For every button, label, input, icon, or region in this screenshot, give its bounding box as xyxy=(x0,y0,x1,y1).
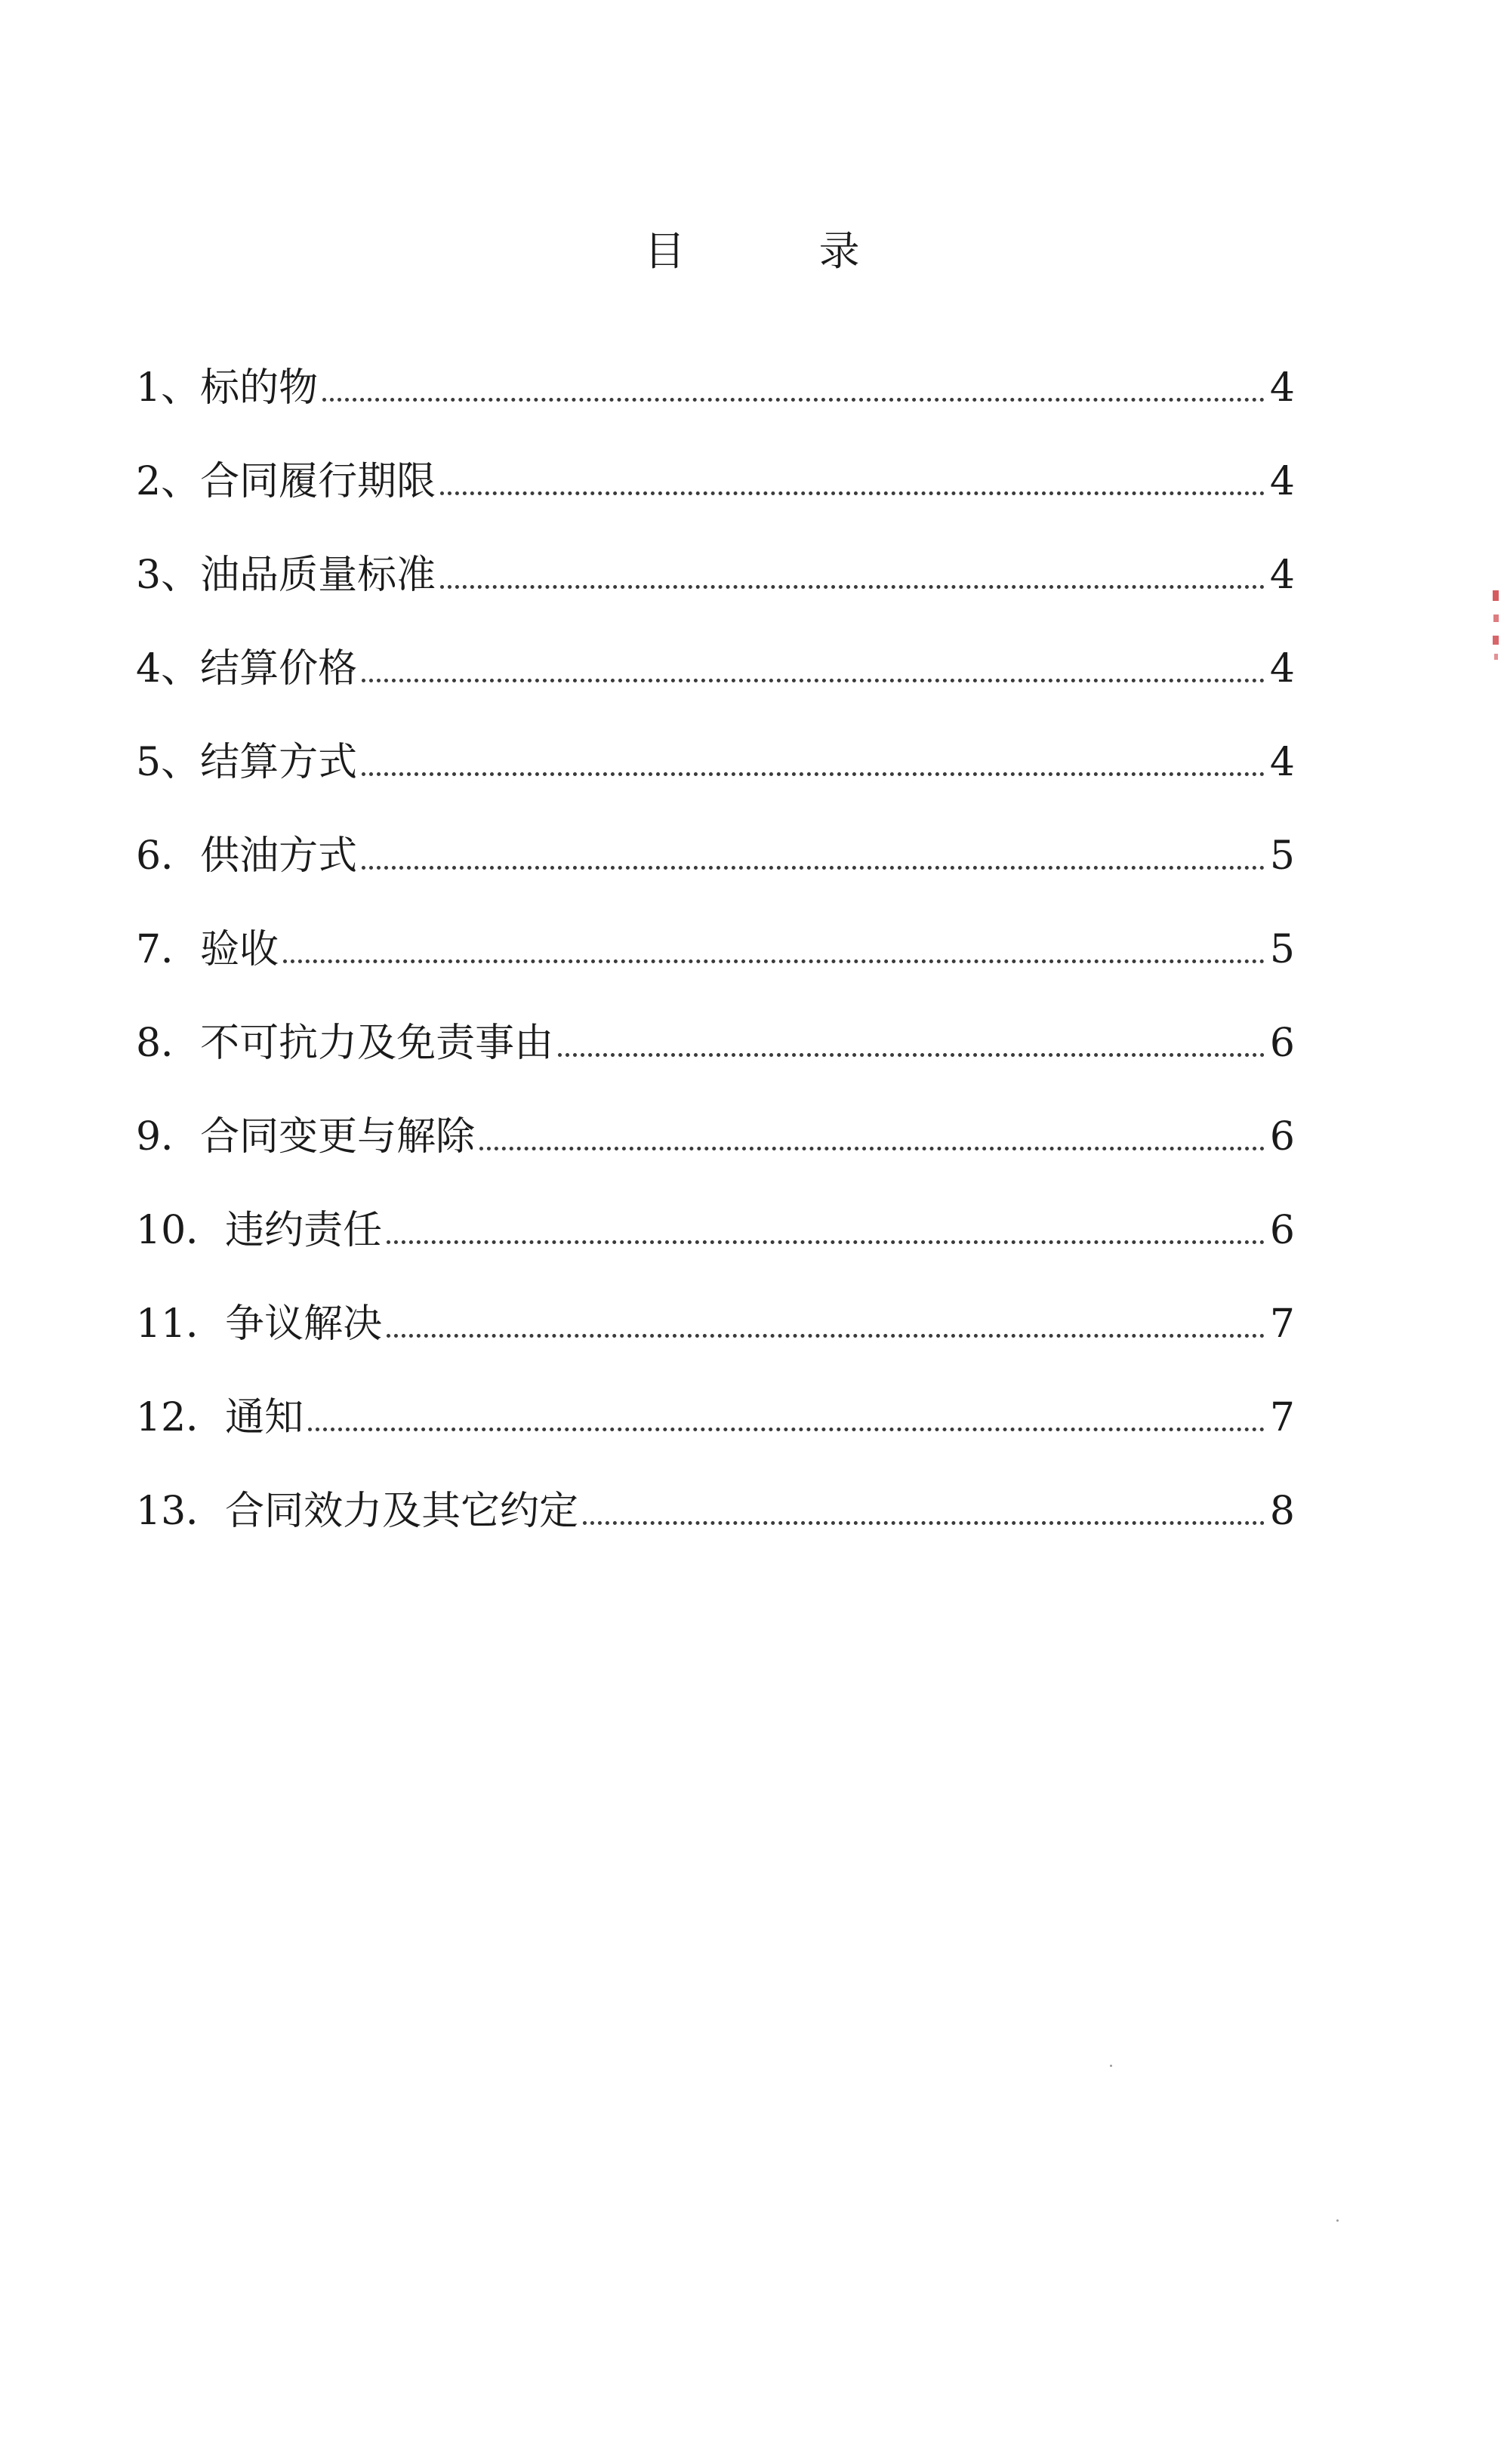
toc-label: 结算价格 xyxy=(200,646,358,691)
toc-number: 9． xyxy=(136,1114,201,1160)
toc-page-number: 8 xyxy=(1269,1489,1295,1534)
toc-page-number: 4 xyxy=(1269,740,1295,785)
toc-page-number: 5 xyxy=(1269,833,1295,879)
toc-number: 10． xyxy=(136,1208,226,1253)
dot-leader xyxy=(362,866,1265,870)
toc-entry-13[interactable] xyxy=(136,1440,1295,1534)
toc-page-number: 6 xyxy=(1269,1208,1295,1253)
toc-page-number: 7 xyxy=(1269,1301,1295,1347)
toc-page-number: 4 xyxy=(1269,365,1295,411)
toc-number: 8． xyxy=(136,1021,201,1066)
toc-entry-6[interactable] xyxy=(136,785,1295,879)
toc-page-number: 4 xyxy=(1269,459,1295,504)
toc-page-number: 6 xyxy=(1269,1021,1295,1066)
dot-leader xyxy=(283,959,1265,963)
toc-number: 4、 xyxy=(136,646,201,691)
toc-number: 11． xyxy=(136,1301,226,1347)
dot-leader xyxy=(387,1334,1265,1338)
dot-leader xyxy=(440,585,1265,589)
dot-leader xyxy=(322,398,1265,402)
toc-label: 结算方式 xyxy=(200,740,358,785)
toc-page-number: 7 xyxy=(1269,1395,1295,1440)
toc-entry-10[interactable] xyxy=(136,1160,1295,1253)
toc-number: 13． xyxy=(136,1489,226,1534)
toc-entry-8[interactable] xyxy=(136,972,1295,1066)
dot-leader xyxy=(479,1147,1265,1150)
toc-entry-2[interactable] xyxy=(136,411,1295,504)
dot-leader xyxy=(583,1521,1265,1525)
toc-entry-7[interactable] xyxy=(136,879,1295,972)
toc-number: 5、 xyxy=(136,740,201,785)
dot-leader xyxy=(362,772,1265,776)
toc-number: 7． xyxy=(136,927,201,972)
toc-number: 6． xyxy=(136,833,201,879)
dot-leader xyxy=(558,1053,1265,1057)
toc-label: 供油方式 xyxy=(200,833,358,879)
toc-label: 违约责任 xyxy=(225,1208,383,1253)
dot-leader xyxy=(440,491,1265,495)
toc-label: 合同履行期限 xyxy=(200,459,436,504)
toc-label: 不可抗力及免责事由 xyxy=(200,1021,554,1066)
toc-label: 合同效力及其它约定 xyxy=(225,1489,579,1534)
seal-edge-mark xyxy=(1491,589,1500,664)
toc-entry-5[interactable] xyxy=(136,691,1295,785)
toc-page-number: 5 xyxy=(1269,927,1295,972)
toc-page-number: 6 xyxy=(1269,1114,1295,1160)
toc-label: 验收 xyxy=(200,927,279,972)
scan-speck xyxy=(1336,2219,1339,2222)
toc-number: 3、 xyxy=(136,553,201,598)
toc-number: 2、 xyxy=(136,459,201,504)
toc-page-number: 4 xyxy=(1269,646,1295,691)
toc-number: 12． xyxy=(136,1395,226,1440)
toc-label: 合同变更与解除 xyxy=(200,1114,476,1160)
dot-leader xyxy=(308,1428,1265,1431)
toc-number: 1、 xyxy=(136,365,201,411)
dot-leader xyxy=(387,1240,1265,1244)
toc-entry-12[interactable] xyxy=(136,1347,1295,1440)
page-title: 目 录 xyxy=(644,227,920,275)
toc-page-number: 4 xyxy=(1269,553,1295,598)
toc-entry-11[interactable] xyxy=(136,1253,1295,1347)
table-of-contents xyxy=(136,317,1295,1534)
toc-entry-1[interactable] xyxy=(136,317,1295,411)
toc-label: 油品质量标准 xyxy=(200,553,436,598)
toc-label: 标的物 xyxy=(200,365,319,411)
scan-speck xyxy=(1110,2065,1112,2067)
toc-entry-9[interactable] xyxy=(136,1066,1295,1160)
toc-label: 通知 xyxy=(225,1395,304,1440)
dot-leader xyxy=(362,679,1265,682)
toc-entry-3[interactable] xyxy=(136,504,1295,598)
toc-label: 争议解决 xyxy=(225,1301,383,1347)
toc-entry-4[interactable] xyxy=(136,598,1295,691)
